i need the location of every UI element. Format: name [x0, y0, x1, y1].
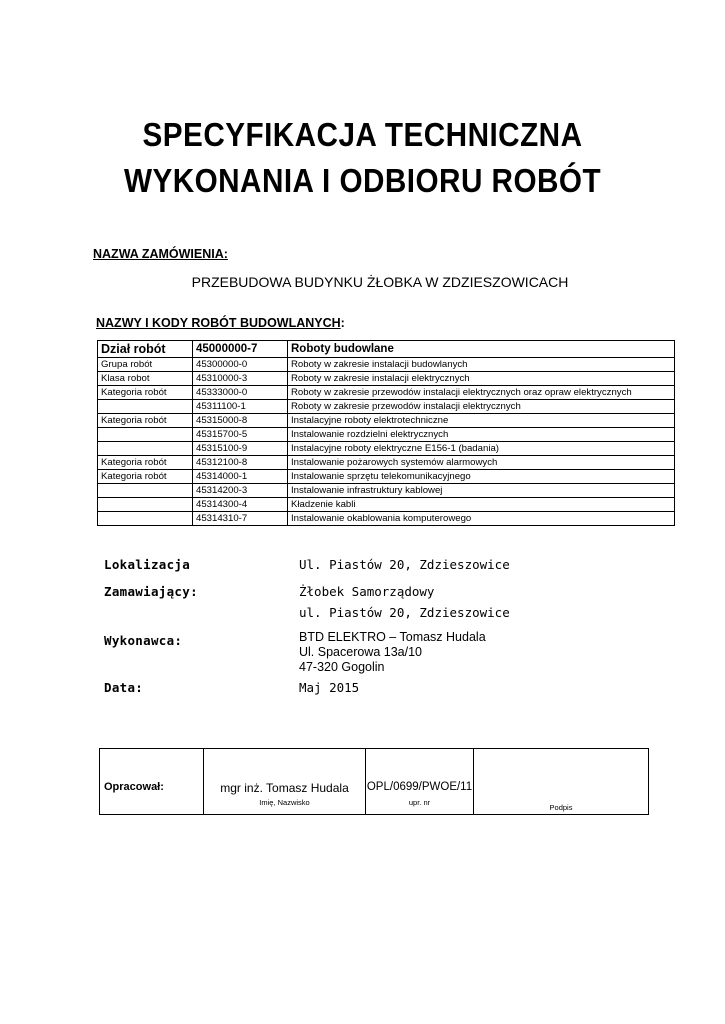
- header-cell-code: 45000000-7: [193, 341, 288, 358]
- table-row: [98, 456, 675, 470]
- row-cell-description: Instalowanie rozdzielni elektrycznych: [288, 428, 675, 442]
- contractor-line1: BTD ELEKTRO – Tomasz Hudala: [299, 630, 486, 644]
- table-row: [98, 358, 675, 372]
- row-cell-description: Roboty w zakresie przewodów instalacji elektrycznych oraz opraw elektrycznych: [288, 386, 675, 400]
- row-cell-code: 45314000-1: [193, 470, 288, 484]
- row-cell-code: 45314310-7: [193, 512, 288, 526]
- row-cell-description: Instalowanie sprzętu telekomunikacyjnego: [288, 470, 675, 484]
- row-cell-division: Grupa robót: [98, 358, 193, 372]
- order-name: PRZEBUDOWA BUDYNKU ŻŁOBKA W ZDZIESZOWICACH: [191, 274, 569, 290]
- table-row: [98, 386, 675, 400]
- row-cell-division: [98, 442, 193, 456]
- permit-caption: upr. nr: [408, 798, 431, 807]
- client-address: ul. Piastów 20, Zdzieszowice: [299, 605, 510, 620]
- table-row: [98, 442, 675, 456]
- row-cell-description: Roboty w zakresie przewodów instalacji elektrycznych: [288, 400, 675, 414]
- contractor-label: Wykonawca:: [104, 633, 183, 648]
- signature-cell: [474, 749, 648, 814]
- row-cell-division: Kategoria robót: [98, 386, 193, 400]
- row-cell-description: Roboty w zakresie instalacji budowlanych: [288, 358, 675, 372]
- location-label: Lokalizacja: [104, 557, 191, 572]
- table-row: [98, 400, 675, 414]
- row-cell-description: Instalacyjne roboty elektryczne E156-1 (badania): [288, 442, 675, 456]
- row-cell-code: 45315700-5: [193, 428, 288, 442]
- name-cell: [204, 749, 366, 814]
- table-row: [98, 414, 675, 428]
- row-cell-description: Instalacyjne roboty elektrotechniczne: [288, 414, 675, 428]
- document-title-line2: WYKONANIA I ODBIORU ROBÓT: [123, 162, 602, 199]
- row-cell-division: [98, 428, 193, 442]
- signature-caption: Podpis: [549, 803, 573, 812]
- row-cell-description: Instalowanie infrastruktury kablowej: [288, 484, 675, 498]
- header-cell-division: Dział robót: [98, 341, 193, 358]
- codes-section-label: [96, 316, 345, 330]
- row-cell-description: Instalowanie okablowania komputerowego: [288, 512, 675, 526]
- row-cell-code: 45300000-0: [193, 358, 288, 372]
- row-cell-division: Klasa robot: [98, 372, 193, 386]
- row-cell-code: 45333000-0: [193, 386, 288, 400]
- table-row: [98, 512, 675, 526]
- row-cell-division: [98, 484, 193, 498]
- row-cell-description: Kładzenie kabli: [288, 498, 675, 512]
- client-name: Żłobek Samorządowy: [299, 584, 435, 599]
- codes-section-label-text: NAZWY I KODY ROBÓT BUDOWLANYCH: [96, 316, 341, 330]
- permit-cell: [366, 749, 474, 814]
- author-name: mgr inż. Tomasz Hudala: [220, 781, 349, 795]
- works-codes-table: [97, 340, 675, 526]
- table-header-row: [98, 341, 675, 358]
- table-row: [98, 470, 675, 484]
- row-cell-division: [98, 498, 193, 512]
- row-cell-division: Kategoria robót: [98, 470, 193, 484]
- signature-box: [99, 748, 649, 815]
- author-name-caption: Imię, Nazwisko: [259, 798, 310, 807]
- table-row: [98, 428, 675, 442]
- document-title-line1: SPECYFIKACJA TECHNICZNA: [142, 116, 583, 153]
- table-row: [98, 498, 675, 512]
- row-cell-code: 45314300-4: [193, 498, 288, 512]
- row-cell-division: [98, 400, 193, 414]
- prepared-by-cell: [100, 749, 204, 814]
- row-cell-description: Instalowanie pożarowych systemów alarmowych: [288, 456, 675, 470]
- table-row: [98, 372, 675, 386]
- row-cell-code: 45315100-9: [193, 442, 288, 456]
- codes-section-label-colon: :: [340, 316, 345, 330]
- prepared-by-label: Opracował:: [104, 781, 164, 793]
- row-cell-division: Kategoria robót: [98, 414, 193, 428]
- date-label: Data:: [104, 680, 144, 695]
- row-cell-code: 45310000-3: [193, 372, 288, 386]
- row-cell-code: 45315000-8: [193, 414, 288, 428]
- contractor-line2: Ul. Spacerowa 13a/10: [299, 645, 422, 659]
- row-cell-code: 45314200-3: [193, 484, 288, 498]
- row-cell-code: 45312100-8: [193, 456, 288, 470]
- row-cell-code: 45311100-1: [193, 400, 288, 414]
- header-cell-description: Roboty budowlane: [288, 341, 675, 358]
- location-value: Ul. Piastów 20, Zdzieszowice: [299, 557, 510, 572]
- client-label: Zamawiający:: [104, 584, 198, 599]
- contractor-line3: 47-320 Gogolin: [299, 660, 385, 674]
- row-cell-description: Roboty w zakresie instalacji elektrycznych: [288, 372, 675, 386]
- order-name-label: NAZWA ZAMÓWIENIA:: [93, 247, 228, 261]
- row-cell-division: Kategoria robót: [98, 456, 193, 470]
- table-row: [98, 484, 675, 498]
- date-value: Maj 2015: [299, 680, 360, 695]
- row-cell-division: [98, 512, 193, 526]
- permit-number: OPL/0699/PWOE/11: [366, 781, 473, 793]
